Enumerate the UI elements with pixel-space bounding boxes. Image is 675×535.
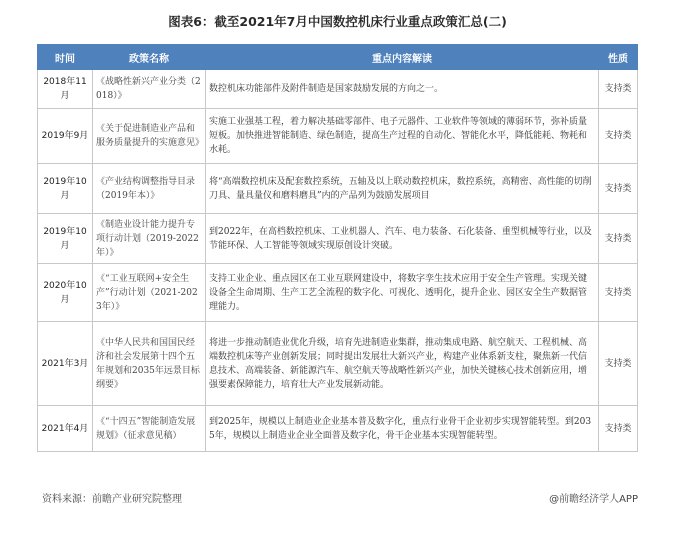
table-header-row [38,45,638,70]
header-key-content: 重点内容解读 [206,45,599,70]
table-row [38,406,638,452]
table-row [38,322,638,406]
cell-content: 将进一步推动制造业优化升级，培育先进制造业集群，推动集成电路、航空航天、工程机械、高端数控机床等产业创新发展；同时提出发展壮大新兴产业，构建产业体系新支柱，聚焦新一代信息技术、高端装备、新能源汽车、航空航天等战略性新兴产业，加快关键核心技术创新应用，增强要素保障能力，培育壮大产业发展新动能。 [206,322,599,406]
cell-time: 2019年10月 [38,214,93,264]
cell-content: 支持工业企业、重点园区在工业互联网建设中，将数字孪生技术应用于安全生产管理。实现关键设备全生命周期、生产工艺全流程的数字化、可视化、透明化，提升企业、园区安全生产数据管理能力。 [206,264,599,322]
cell-content: 到2025年，规模以上制造业企业基本普及数字化，重点行业骨干企业初步实现智能转型。到2035年，规模以上制造业企业全面普及数字化，骨干企业基本实现智能转型。 [206,406,599,452]
cell-policy-name: 《产业结构调整指导目录（2019年本）》 [93,164,206,214]
cell-time: 2021年4月 [38,406,93,452]
header-nature: 性质 [599,45,638,70]
table-row [38,109,638,164]
cell-time: 2021年3月 [38,322,93,406]
policy-table [37,44,638,452]
header-policy-name: 政策名称 [93,45,206,70]
cell-policy-name: 《“十四五”智能制造发展规划》（征求意见稿） [93,406,206,452]
cell-content: 将“高端数控机床及配套数控系统，五轴及以上联动数控机床，数控系统，高精密、高性能的切削刀具、量具量仪和磨料磨具”内的产品列为鼓励发展项目 [206,164,599,214]
cell-policy-name: 《“工业互联网+安全生产”行动计划（2021-2023年）》 [93,264,206,322]
cell-nature: 支持类 [599,406,638,452]
cell-time: 2018年11月 [38,70,93,109]
chart-title: 图表6：截至2021年7月中国数控机床行业重点政策汇总(二) [168,14,507,29]
cell-time: 2020年10月 [38,264,93,322]
header-time: 时间 [38,45,93,70]
table-row [38,214,638,264]
cell-nature: 支持类 [599,164,638,214]
cell-time: 2019年10月 [38,164,93,214]
table-row [38,70,638,109]
cell-content: 数控机床功能部件及附件制造是国家鼓励发展的方向之一。 [206,70,599,109]
cell-time: 2019年9月 [38,109,93,164]
cell-content: 实施工业强基工程，着力解决基础零部件、电子元器件、工业软件等领域的薄弱环节，弥补质量短板。加快推进智能制造、绿色制造，提高生产过程的自动化、智能化水平，降低能耗、物耗和水耗。 [206,109,599,164]
cell-policy-name: 《战略性新兴产业分类（2018）》 [93,70,206,109]
cell-nature: 支持类 [599,322,638,406]
cell-policy-name: 《关于促进制造业产品和服务质量提升的实施意见》 [93,109,206,164]
table-row [38,264,638,322]
cell-nature: 支持类 [599,264,638,322]
table-row [38,164,638,214]
cell-nature: 支持类 [599,214,638,264]
cell-policy-name: 《中华人民共和国国民经济和社会发展第十四个五年规划和2035年远景目标纲要》 [93,322,206,406]
cell-nature: 支持类 [599,70,638,109]
cell-nature: 支持类 [599,109,638,164]
credit-note: @前瞻经济学人APP [549,494,638,505]
cell-policy-name: 《制造业设计能力提升专项行动计划（2019-2022年）》 [93,214,206,264]
cell-content: 到2022年，在高档数控机床、工业机器人、汽车、电力装备、石化装备、重型机械等行业，以及节能环保、人工智能等领域实现原创设计突破。 [206,214,599,264]
source-note: 资料来源：前瞻产业研究院整理 [42,494,182,505]
